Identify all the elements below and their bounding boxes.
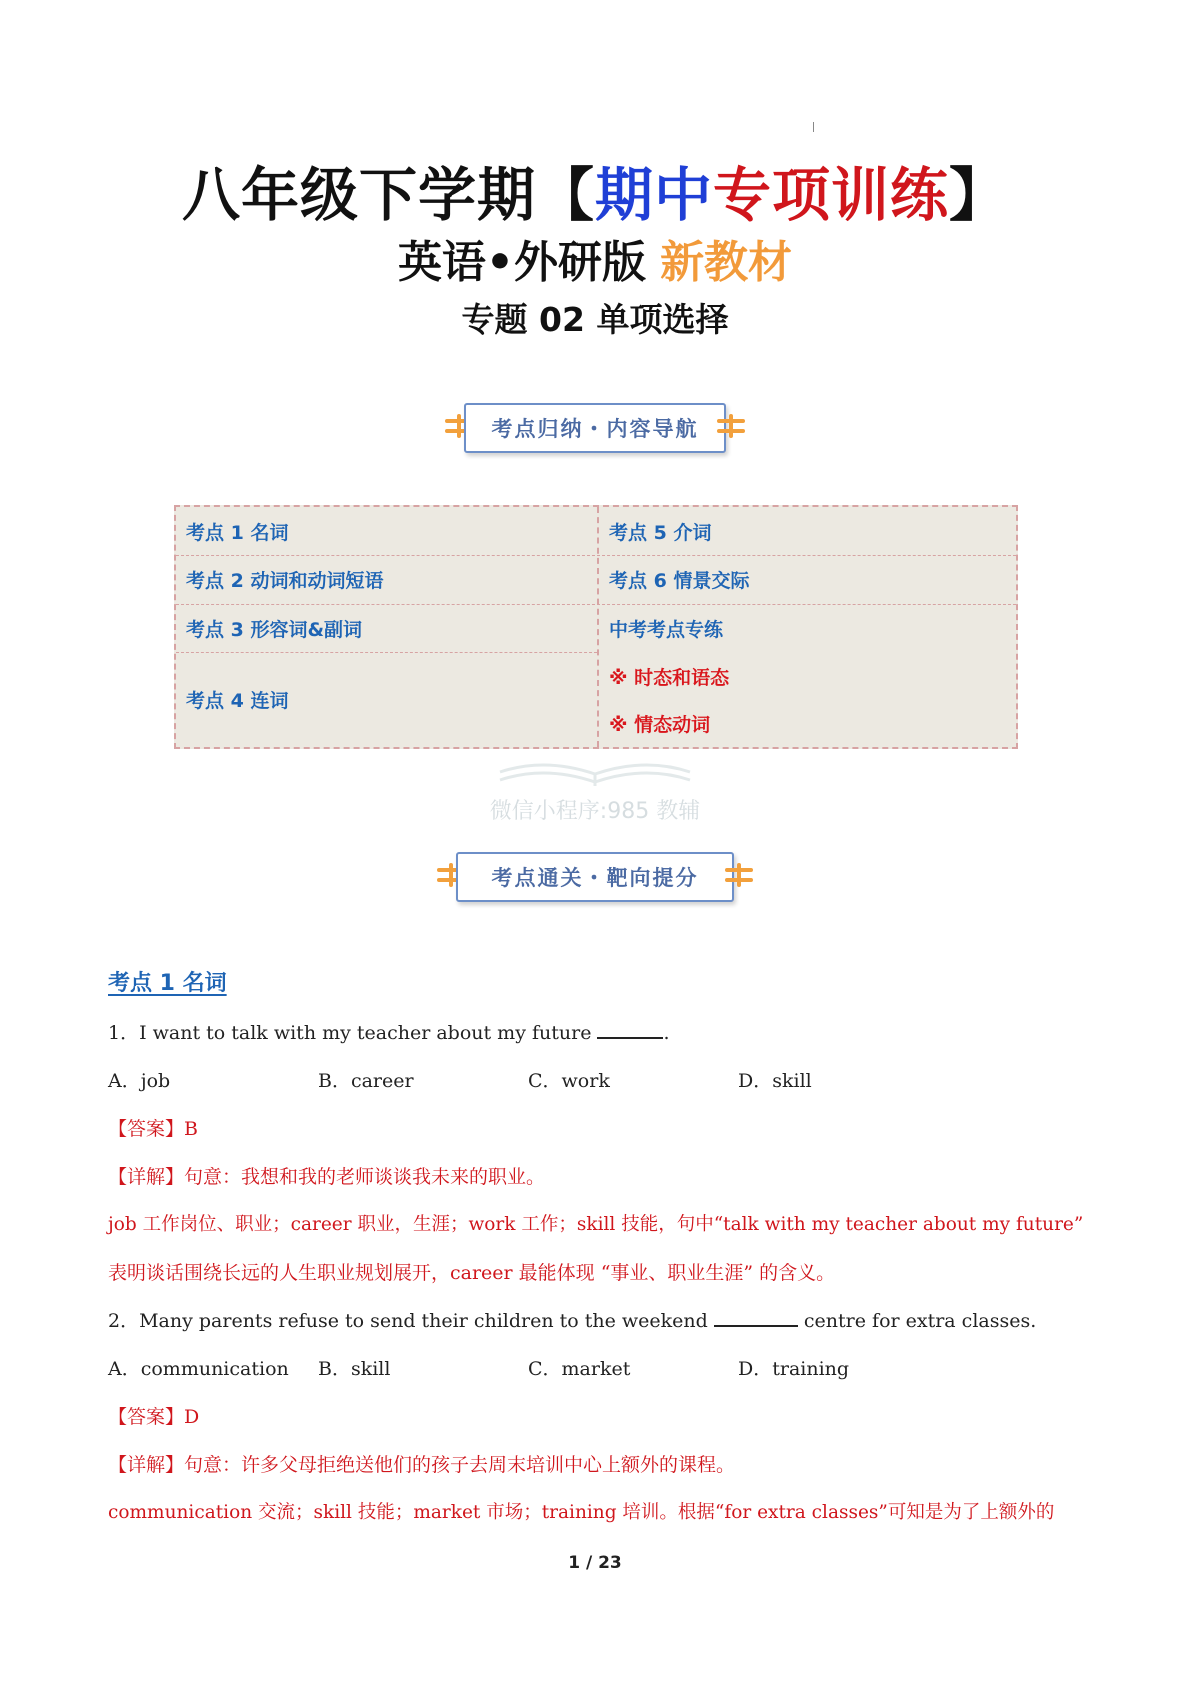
nav-table: [174, 505, 1018, 749]
subtitle-main: 英语•外研版: [397, 237, 647, 288]
question-1-stem: [108, 1018, 670, 1045]
q1-detail-2: job 工作岗位、职业；career 职业，生涯；work 工作；skill 技能，句中“talk with my teacher about my future”: [108, 1214, 1084, 1235]
nav-item-k1[interactable]: 考点 1 名词: [186, 521, 289, 544]
answer-blank: [597, 1021, 663, 1039]
nav-banner-box: [464, 403, 726, 453]
q1-detail-3: 表明谈话围绕长远的人生职业规划展开，career 最能体现 “事业、职业生涯” 的含义。: [108, 1262, 836, 1284]
q2-option-d: D．training: [738, 1358, 850, 1380]
q2-detail-2: communication 交流；skill 技能；market 市场；training 培训。根据“for extra classes”可知是为了上额外的: [108, 1502, 1055, 1523]
section-heading: 考点 1 名词: [108, 971, 227, 996]
q1-option-b: B．career: [318, 1070, 414, 1092]
header-tick-mark: [813, 122, 814, 132]
q1-option-c: C．work: [528, 1070, 610, 1092]
nav-item-k4[interactable]: 考点 4 连词: [186, 690, 289, 712]
question-2-stem: [108, 1306, 1036, 1333]
title-part-2: 期中: [594, 161, 713, 229]
banner-right-decoration-icon: [725, 863, 753, 887]
q2-option-a: A．communication: [108, 1358, 289, 1380]
nav-item-k2[interactable]: 考点 2 动词和动词短语: [186, 570, 384, 592]
watermark-text: 微信小程序:985 教辅: [489, 799, 701, 824]
q1-option-a: A．job: [108, 1070, 171, 1092]
subtitle-accent: 新教材: [660, 237, 793, 288]
page-number: 1 / 23: [568, 1553, 622, 1573]
title-part-1: 八年级下学期【: [181, 161, 595, 229]
practice-banner-title: 考点通关・靶向提分: [491, 866, 699, 890]
watermark-book-icon: [490, 752, 700, 792]
q1-detail-1: 【详解】句意：我想和我的老师谈谈我未来的职业。: [108, 1166, 546, 1188]
practice-banner-box: [456, 852, 734, 902]
document-title: [0, 148, 1190, 232]
title-part-4: 】: [949, 161, 1009, 229]
nav-item-modal-verbs[interactable]: ※ 情态动词: [609, 714, 711, 736]
q2-option-c: C．market: [528, 1358, 631, 1380]
q2-detail-1: 【详解】句意：许多父母拒绝送他们的孩子去周末培训中心上额外的课程。: [108, 1454, 736, 1476]
document-subtitle: [0, 226, 1190, 290]
banner-right-decoration-icon: [717, 414, 745, 438]
title-part-3: 专项训练: [713, 161, 950, 229]
nav-item-zhongkao[interactable]: 中考考点专练: [609, 618, 724, 641]
question-2-text: 2．Many parents refuse to send their children to the weekend: [108, 1310, 714, 1332]
q2-answer: 【答案】D: [108, 1406, 200, 1428]
question-1-end: .: [663, 1022, 670, 1044]
question-1-text: 1．I want to talk with my teacher about my future: [108, 1022, 598, 1044]
nav-item-k3[interactable]: 考点 3 形容词&副词: [186, 618, 363, 641]
topic-title: 专题 02 单项选择: [461, 300, 729, 339]
question-2-end: centre for extra classes.: [797, 1310, 1037, 1332]
q2-option-b: B．skill: [318, 1358, 391, 1380]
nav-item-k6[interactable]: 考点 6 情景交际: [609, 570, 750, 592]
q1-answer: 【答案】B: [108, 1118, 198, 1140]
q1-option-d: D．skill: [738, 1070, 812, 1092]
nav-item-k5[interactable]: 考点 5 介词: [609, 521, 712, 544]
nav-item-tense-voice[interactable]: ※ 时态和语态: [609, 666, 730, 689]
nav-banner: [447, 403, 743, 449]
nav-banner-title: 考点归纳・内容导航: [491, 417, 699, 441]
answer-blank: [714, 1309, 798, 1327]
practice-banner: [439, 852, 751, 898]
